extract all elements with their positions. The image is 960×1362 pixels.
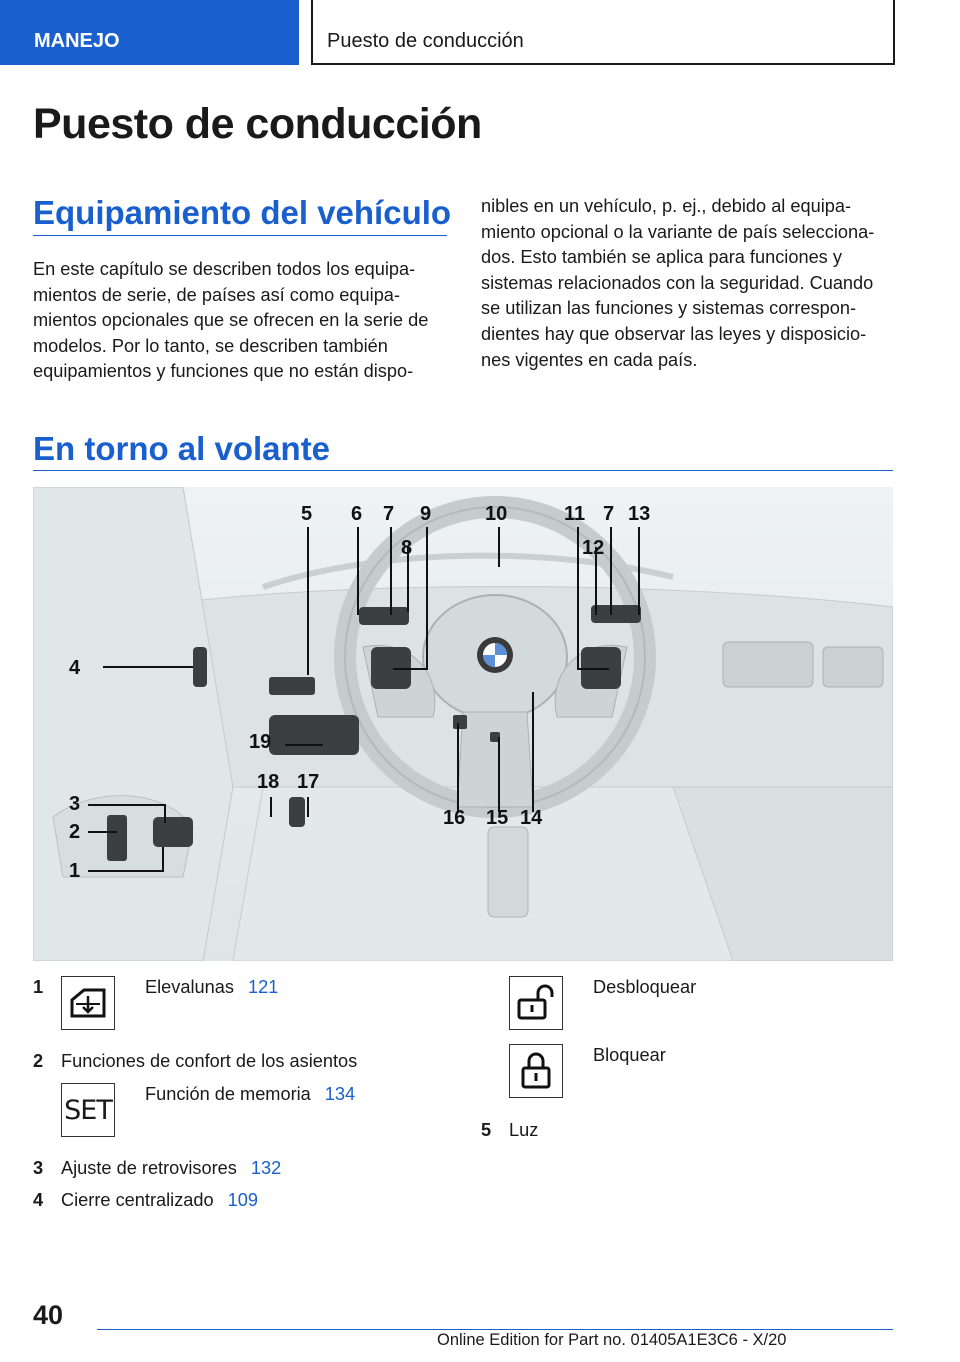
equipment-text-col1: En este capítulo se describen todos los equipa- mientos de serie, de países así como equipa- mientos opcionales que se ofrecen en la serie de modelos. Por lo tanto, se describen también equipamientos y funciones que no están dispo- — [33, 259, 429, 382]
lock-icon — [509, 1044, 563, 1098]
legend-lock: Bloquear — [593, 1045, 666, 1065]
callout-19: 19 — [249, 731, 272, 753]
legend-item-2-memory: Función de memoria 134 — [145, 1084, 356, 1104]
legend-number-3: 3 — [33, 1158, 44, 1178]
legend-item-1: Elevalunas 121 — [145, 977, 279, 997]
legend-item-4: Cierre centralizado 109 — [61, 1190, 258, 1210]
callout-18: 18 — [257, 771, 280, 793]
cockpit-drawing — [33, 487, 893, 961]
legend-number-2: 2 — [33, 1051, 44, 1071]
callout-1: 1 — [69, 860, 81, 882]
callout-7-left: 7 — [383, 503, 395, 525]
callout-13: 13 — [628, 503, 651, 525]
unlock-icon — [509, 976, 563, 1030]
equipment-text-col2: nibles en un vehículo, p. ej., debido al equipa- miento opcional o la variante de país selecciona- dos. Esto también se aplica para funciones y sistemas relacionados con la seguridad. Cuando se utilizan las funciones y sistemas correspon- dientes hay que observar las leyes y disposicio- nes vigentes en cada país. — [481, 196, 875, 370]
edition-note: Online Edition for Part no. 01405A1E3C6 - X/20 — [437, 1331, 787, 1349]
section-tab[interactable]: MANEJO — [0, 0, 299, 65]
callout-12: 12 — [582, 537, 605, 559]
footer-rule — [97, 1329, 893, 1330]
callout-9: 9 — [420, 503, 432, 525]
callout-3: 3 — [69, 793, 81, 815]
callout-14: 14 — [520, 807, 543, 829]
legend-item-5: Luz — [509, 1120, 539, 1140]
steering-heading: En torno al volante — [33, 430, 331, 467]
steering-heading-rule — [33, 470, 893, 471]
legend-number-4: 4 — [33, 1190, 44, 1210]
callout-4: 4 — [69, 657, 81, 679]
legend-number-1: 1 — [33, 977, 44, 997]
legend-number-5: 5 — [481, 1120, 492, 1140]
page-title: Puesto de conducción — [33, 100, 482, 148]
page-ref-109[interactable]: 109 — [227, 1190, 258, 1210]
set-memory-icon: SET — [61, 1083, 115, 1137]
callout-17: 17 — [297, 771, 320, 793]
page-ref-132[interactable]: 132 — [250, 1158, 282, 1178]
equipment-heading: Equipamiento del vehículo — [33, 194, 452, 231]
chapter-tab[interactable]: Puesto de conducción — [311, 0, 895, 65]
page-ref-134[interactable]: 134 — [324, 1084, 356, 1104]
legend-item-3: Ajuste de retrovisores 132 — [61, 1158, 282, 1178]
callout-15: 15 — [486, 807, 509, 829]
page-ref-121[interactable]: 121 — [247, 977, 279, 997]
callout-6: 6 — [351, 503, 363, 525]
callout-7-right: 7 — [603, 503, 615, 525]
window-lift-icon — [61, 976, 115, 1030]
callout-16: 16 — [443, 807, 466, 829]
callout-5: 5 — [301, 503, 313, 525]
callout-2: 2 — [69, 821, 81, 843]
page-number: 40 — [33, 1300, 64, 1330]
callout-10: 10 — [485, 503, 508, 525]
legend-item-2: Funciones de confort de los asientos — [61, 1051, 358, 1071]
equipment-heading-rule — [33, 235, 447, 236]
callout-11: 11 — [564, 503, 586, 525]
cockpit-illustration — [33, 487, 893, 961]
legend-unlock: Desbloquear — [593, 977, 697, 997]
callout-8: 8 — [401, 537, 413, 559]
